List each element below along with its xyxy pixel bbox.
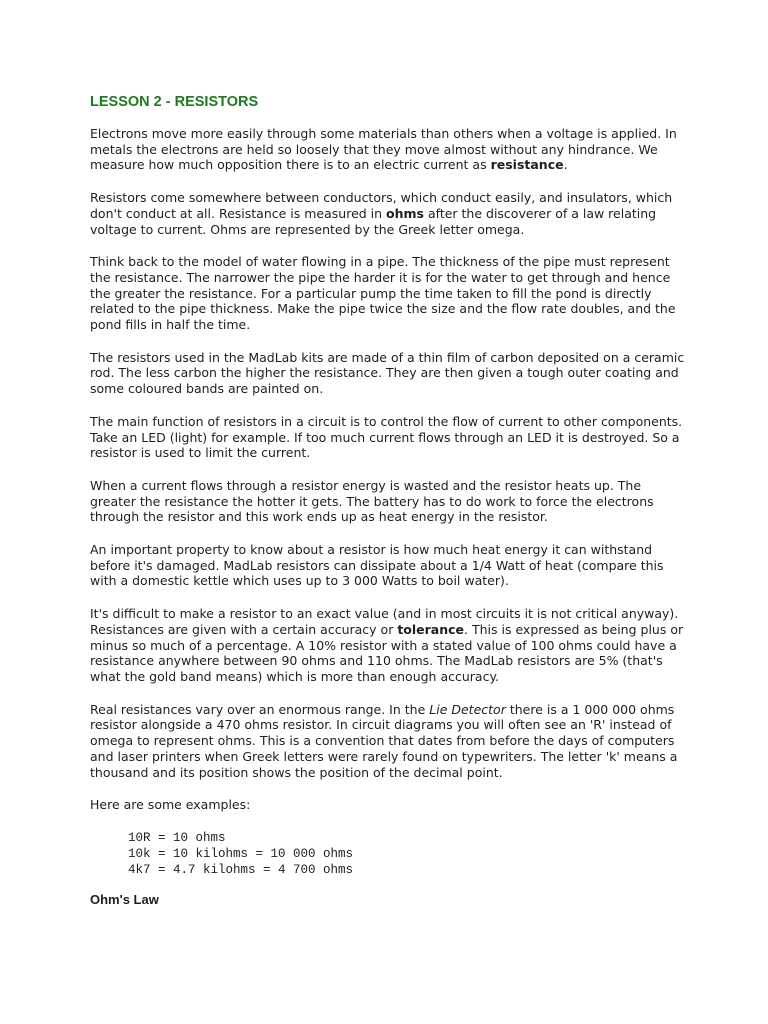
paragraph-tolerance-b: . This is expressed as being plus or minus so much of a percentage. A 10% resistor with a stated value of 100 ohms could have a resistance anywhere between 90 ohms and 110 ohms. The MadLab resistors are 5% (that's what the gold band means) which is more than enough accuracy.	[90, 621, 684, 684]
example-line: 4k7 = 4.7 kilohms = 4 700 ohms	[128, 862, 354, 877]
paragraph-water-pipe: Think back to the model of water flowing in a pipe. The thickness of the pipe must represent the resistance. The narrower the pipe the harder it is for the water to get through and hence the greater the resistance. For a particular pump the time taken to fill the pond is directly related to the pipe thickness. Make the pipe twice the size and the flow rate doubles, and the pond fills in half the time.	[90, 254, 676, 333]
paragraph-tolerance	[90, 606, 690, 685]
examples-block	[90, 830, 690, 878]
paragraph-real-resistances	[90, 702, 690, 781]
paragraph-resistors-ohms-a: Resistors come somewhere between conductors, which conduct easily, and insulators, which don't conduct at all. Resistance is measured in	[90, 190, 673, 221]
paragraph-electrons-end: .	[563, 157, 568, 173]
section-heading-ohms-law: Ohm's Law	[90, 891, 159, 907]
paragraph-madlab-resistors: The resistors used in the MadLab kits are made of a thin film of carbon deposited on a ceramic rod. The less carbon the higher the resistance. They are then given a tough outer coating and some coloured bands are painted on.	[90, 349, 685, 397]
paragraph-main-function: The main function of resistors in a circuit is to control the flow of current to other components. Take an LED (light) for example. If too much current flows through an LED it is destroyed. So a resistor is used to limit the current.	[90, 413, 683, 461]
paragraph-real-resistances-b: there is a 1 000 000 ohms resistor alongside a 470 ohms resistor. In circuit diagrams you will often see an 'R' instead of omega to represent ohms. This is a convention that dates from before the days of computers and laser printers when Greek letters were rarely found on typewriters. The letter 'k' means a thousand and its position shows the position of the decimal point.	[90, 701, 678, 780]
paragraph-heat-energy: An important property to know about a resistor is how much heat energy it can withstand before it's damaged. MadLab resistors can dissipate about a 1/4 Watt of heat (compare this with a domestic kettle which uses up to 3 000 Watts to boil water).	[90, 542, 664, 589]
document-page	[90, 92, 690, 908]
paragraph-resistors-ohms-b: after the discoverer of a law relating voltage to current. Ohms are represented by the Greek letter omega.	[90, 205, 657, 237]
example-line: 10k = 10 kilohms = 10 000 ohms	[128, 846, 354, 861]
paragraph-tolerance-a: It's difficult to make a resistor to an exact value (and in most circuits it is not critical anyway). Resistances are given with a certain accuracy or	[90, 606, 679, 637]
paragraph-electrons	[90, 126, 690, 173]
paragraph-electrons-text: Electrons move more easily through some materials than others when a voltage is applied. In metals the electrons are held so loosely that they move almost without any hindrance. We measure how much opposition there is to an electric current as	[90, 126, 677, 173]
example-line: 10R = 10 ohms	[128, 830, 226, 845]
term-ohms: ohms	[386, 205, 424, 221]
paragraph-resistors-ohms	[90, 190, 690, 237]
lesson-title: LESSON 2 - RESISTORS	[90, 94, 259, 110]
paragraph-examples-intro: Here are some examples:	[90, 797, 251, 813]
term-resistance: resistance	[490, 157, 564, 173]
paragraph-energy-wasted: When a current flows through a resistor energy is wasted and the resistor heats up. The greater the resistance the hotter it gets. The battery has to do work to force the electrons through the resistor and this work ends up as heat energy in the resistor.	[90, 477, 654, 525]
term-lie-detector: Lie Detector	[429, 701, 506, 717]
paragraph-real-resistances-a: Real resistances vary over an enormous range. In the	[90, 701, 430, 717]
term-tolerance: tolerance	[397, 621, 465, 637]
